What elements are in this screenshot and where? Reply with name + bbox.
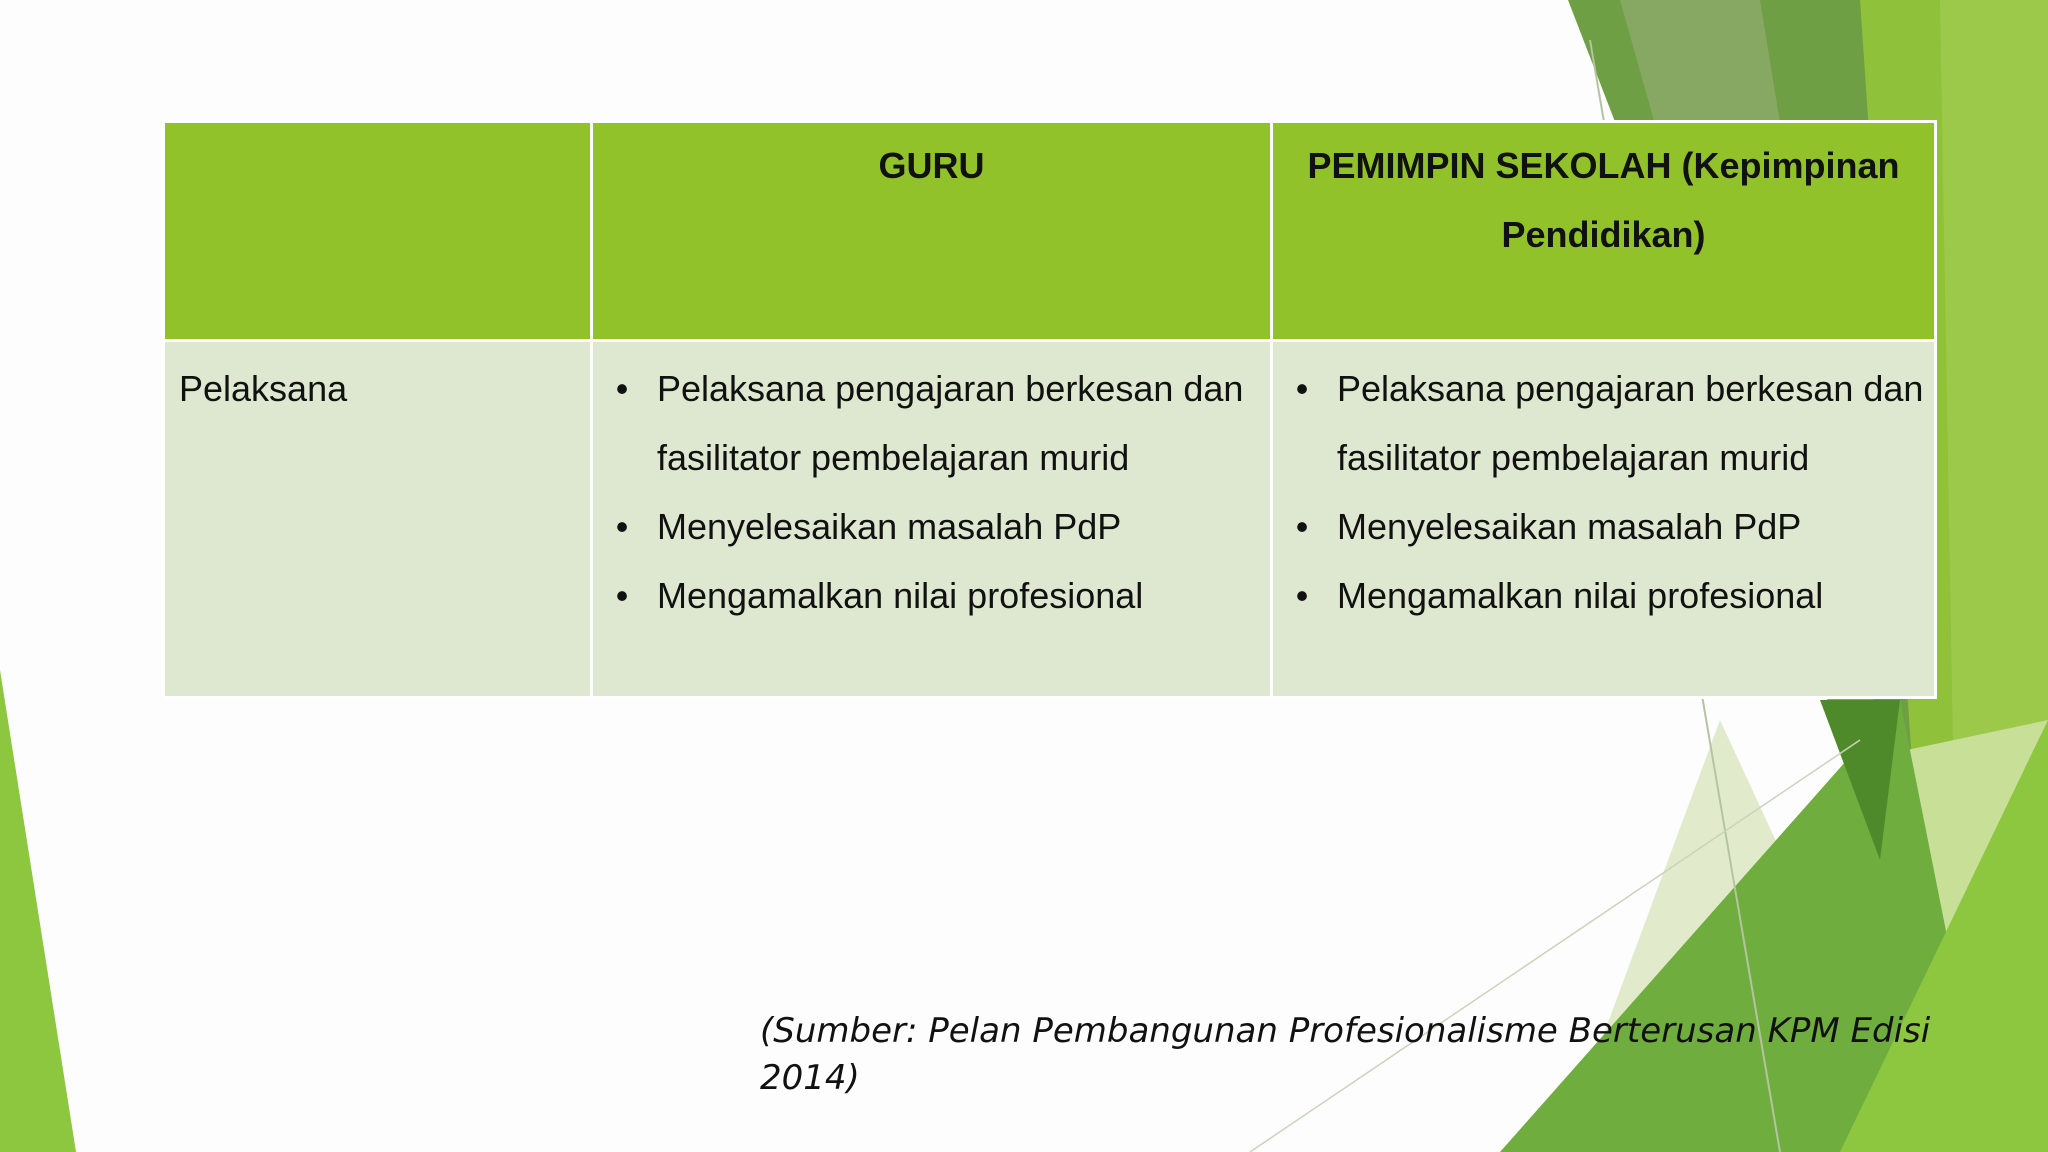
list-item: • Menyelesaikan masalah PdP bbox=[615, 506, 1122, 547]
list-item: • Pelaksana pengajaran berkesan dan fasilitator pembelajaran murid bbox=[1295, 368, 1924, 478]
list-item: • Menyelesaikan masalah PdP bbox=[1295, 506, 1802, 547]
source-citation: (Sumber: Pelan Pembangunan Profesionalisme Berterusan KPM Edisi 2014) bbox=[760, 1011, 1931, 1098]
header-cell-pemimpin-sekolah: PEMIMPIN SEKOLAH (Kepimpinan Pendidikan) bbox=[1272, 122, 1936, 341]
list-item: • Mengamalkan nilai profesional bbox=[1295, 575, 1824, 616]
list-item: • Mengamalkan nilai profesional bbox=[615, 575, 1144, 616]
header-cell-empty bbox=[164, 122, 592, 341]
list-item: • Pelaksana pengajaran berkesan dan fasilitator pembelajaran murid bbox=[615, 368, 1244, 478]
table-row bbox=[164, 341, 1936, 698]
header-cell-guru: GURU bbox=[592, 122, 1272, 341]
comparison-table bbox=[162, 120, 1937, 699]
row-label-cell bbox=[164, 341, 592, 698]
pemimpin-cell bbox=[1272, 341, 1936, 698]
table-header-row bbox=[164, 122, 1936, 341]
pemimpin-bullet-list bbox=[1273, 342, 1934, 630]
guru-cell bbox=[592, 341, 1272, 698]
guru-bullet-list bbox=[593, 342, 1270, 630]
row-label: Pelaksana bbox=[179, 368, 348, 409]
